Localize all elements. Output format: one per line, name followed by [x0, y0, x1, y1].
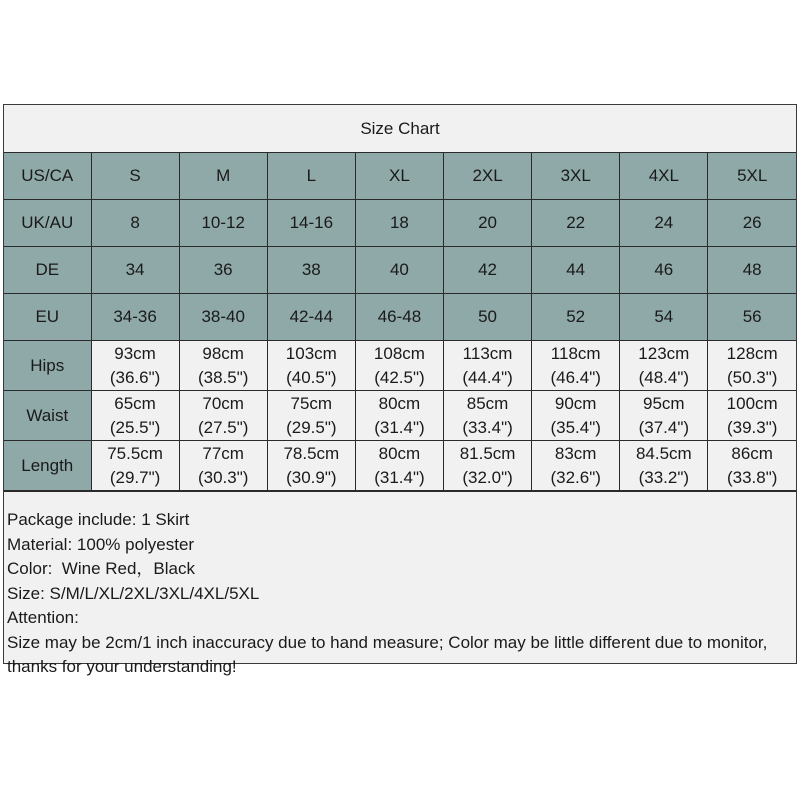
cm-value: 80cm	[378, 443, 421, 463]
table-cell: 34	[91, 247, 179, 294]
inch-value: (25.5")	[109, 417, 161, 437]
table-cell: S	[91, 153, 179, 200]
cm-value: 118cm	[550, 343, 601, 363]
cm-value: 103cm	[285, 343, 337, 363]
table-cell: 20	[444, 200, 532, 247]
table-cell	[620, 391, 708, 441]
table-cell	[91, 391, 179, 441]
inch-value: (37.4")	[638, 417, 690, 437]
inch-value: (27.5")	[197, 417, 249, 437]
cm-value: 78.5cm	[283, 443, 340, 463]
size-row-de	[4, 247, 796, 294]
inch-value: (31.4")	[374, 417, 425, 437]
inch-value: (30.3")	[197, 467, 249, 487]
note-attention-text: Size may be 2cm/1 inch inaccuracy due to hand measure; Color may be little different due to monitor, thanks for your understanding!	[7, 632, 773, 676]
inch-value: (48.4")	[638, 367, 690, 387]
table-cell: 52	[532, 294, 620, 341]
row-header: EU	[4, 294, 91, 341]
inch-value: (32.0")	[462, 467, 513, 487]
table-cell	[708, 391, 796, 441]
cm-value: 128cm	[726, 343, 778, 363]
row-header: Hips	[4, 341, 91, 391]
cm-value: 108cm	[373, 343, 425, 363]
table-cell	[444, 441, 532, 491]
inch-value: (32.6")	[550, 467, 601, 487]
table-cell: 48	[708, 247, 796, 294]
table-cell: 42-44	[267, 294, 355, 341]
table-cell: 38-40	[179, 294, 267, 341]
table-cell	[444, 341, 532, 391]
note-package: Package include: 1 Skirt	[7, 510, 190, 529]
table-cell	[267, 391, 355, 441]
inch-value: (50.3")	[726, 367, 778, 387]
table-cell: L	[267, 153, 355, 200]
table-cell	[355, 441, 443, 491]
table-cell	[355, 391, 443, 441]
cm-value: 85cm	[466, 393, 509, 413]
inch-value: (33.8")	[726, 467, 778, 487]
inch-value: (29.5")	[286, 417, 337, 437]
table-cell	[267, 441, 355, 491]
size-chart	[3, 104, 797, 676]
cm-value: 83cm	[554, 443, 597, 463]
table-cell	[532, 441, 620, 491]
cm-value: 80cm	[378, 393, 421, 413]
table-cell: 56	[708, 294, 796, 341]
table-cell	[267, 341, 355, 391]
row-header: DE	[4, 247, 91, 294]
table-cell: 14-16	[267, 200, 355, 247]
inch-value: (40.5")	[286, 367, 337, 387]
table-cell	[620, 341, 708, 391]
inch-value: (30.9")	[286, 467, 337, 487]
cm-value: 65cm	[114, 393, 156, 413]
table-cell: 24	[620, 200, 708, 247]
table-cell	[91, 441, 179, 491]
table-cell	[532, 341, 620, 391]
table-cell: M	[179, 153, 267, 200]
cm-value: 98cm	[202, 343, 244, 363]
table-cell: 50	[444, 294, 532, 341]
product-notes	[4, 491, 796, 676]
table-cell: 22	[532, 200, 620, 247]
cm-value: 77cm	[202, 443, 244, 463]
table-cell: 26	[708, 200, 796, 247]
table-cell: 42	[444, 247, 532, 294]
table-cell: 3XL	[532, 153, 620, 200]
table-cell: 46	[620, 247, 708, 294]
table-cell	[91, 341, 179, 391]
size-row-eu	[4, 294, 796, 341]
table-cell: 44	[532, 247, 620, 294]
size-chart-title: Size Chart	[4, 105, 796, 153]
table-cell: 18	[355, 200, 443, 247]
table-cell: 5XL	[708, 153, 796, 200]
table-cell: 36	[179, 247, 267, 294]
table-cell	[179, 341, 267, 391]
cm-value: 123cm	[638, 343, 690, 363]
cm-value: 70cm	[202, 393, 244, 413]
cm-value: 75.5cm	[107, 443, 163, 463]
note-size: Size: S/M/L/XL/2XL/3XL/4XL/5XL	[7, 583, 260, 603]
table-cell: 40	[355, 247, 443, 294]
table-cell: 8	[91, 200, 179, 247]
cm-value: 81.5cm	[459, 443, 516, 463]
row-header: UK/AU	[4, 200, 91, 247]
inch-value: (38.5")	[197, 367, 249, 387]
measure-row-length	[4, 441, 796, 491]
table-cell: 2XL	[444, 153, 532, 200]
inch-value: (46.4")	[550, 367, 601, 387]
cm-value: 90cm	[554, 393, 597, 413]
table-cell: 10-12	[179, 200, 267, 247]
inch-value: (36.6")	[109, 367, 161, 387]
table-cell	[179, 441, 267, 491]
table-cell: 46-48	[355, 294, 443, 341]
cm-value: 113cm	[462, 343, 513, 363]
cm-value: 95cm	[643, 393, 685, 413]
note-attention-heading: Attention:	[7, 608, 79, 627]
inch-value: (33.4")	[462, 417, 513, 437]
row-header: Length	[4, 441, 91, 491]
table-cell	[444, 391, 532, 441]
inch-value: (44.4")	[462, 367, 513, 387]
note-material: Material: 100% polyester	[7, 534, 195, 554]
measure-row-waist	[4, 391, 796, 441]
note-color: Color: Wine Red，Black	[7, 559, 196, 578]
table-cell	[620, 441, 708, 491]
cm-value: 93cm	[114, 343, 156, 363]
size-row-uk-au	[4, 200, 796, 247]
size-row-us-ca	[4, 153, 796, 200]
table-cell: 38	[267, 247, 355, 294]
table-cell: 54	[620, 294, 708, 341]
inch-value: (39.3")	[726, 417, 778, 437]
table-cell	[708, 441, 796, 491]
inch-value: (42.5")	[374, 367, 425, 387]
table-cell	[532, 391, 620, 441]
inch-value: (29.7")	[109, 467, 161, 487]
inch-value: (31.4")	[374, 467, 425, 487]
table-cell: XL	[355, 153, 443, 200]
table-cell	[708, 341, 796, 391]
row-header: Waist	[4, 391, 91, 441]
cm-value: 75cm	[290, 393, 333, 413]
cm-value: 84.5cm	[635, 443, 692, 463]
row-header: US/CA	[4, 153, 91, 200]
table-cell	[355, 341, 443, 391]
size-table	[4, 153, 796, 491]
table-cell	[179, 391, 267, 441]
cm-value: 86cm	[731, 443, 773, 463]
measure-row-hips	[4, 341, 796, 391]
inch-value: (33.2")	[638, 467, 690, 487]
table-cell: 4XL	[620, 153, 708, 200]
cm-value: 100cm	[726, 393, 778, 413]
inch-value: (35.4")	[550, 417, 601, 437]
table-cell: 34-36	[91, 294, 179, 341]
